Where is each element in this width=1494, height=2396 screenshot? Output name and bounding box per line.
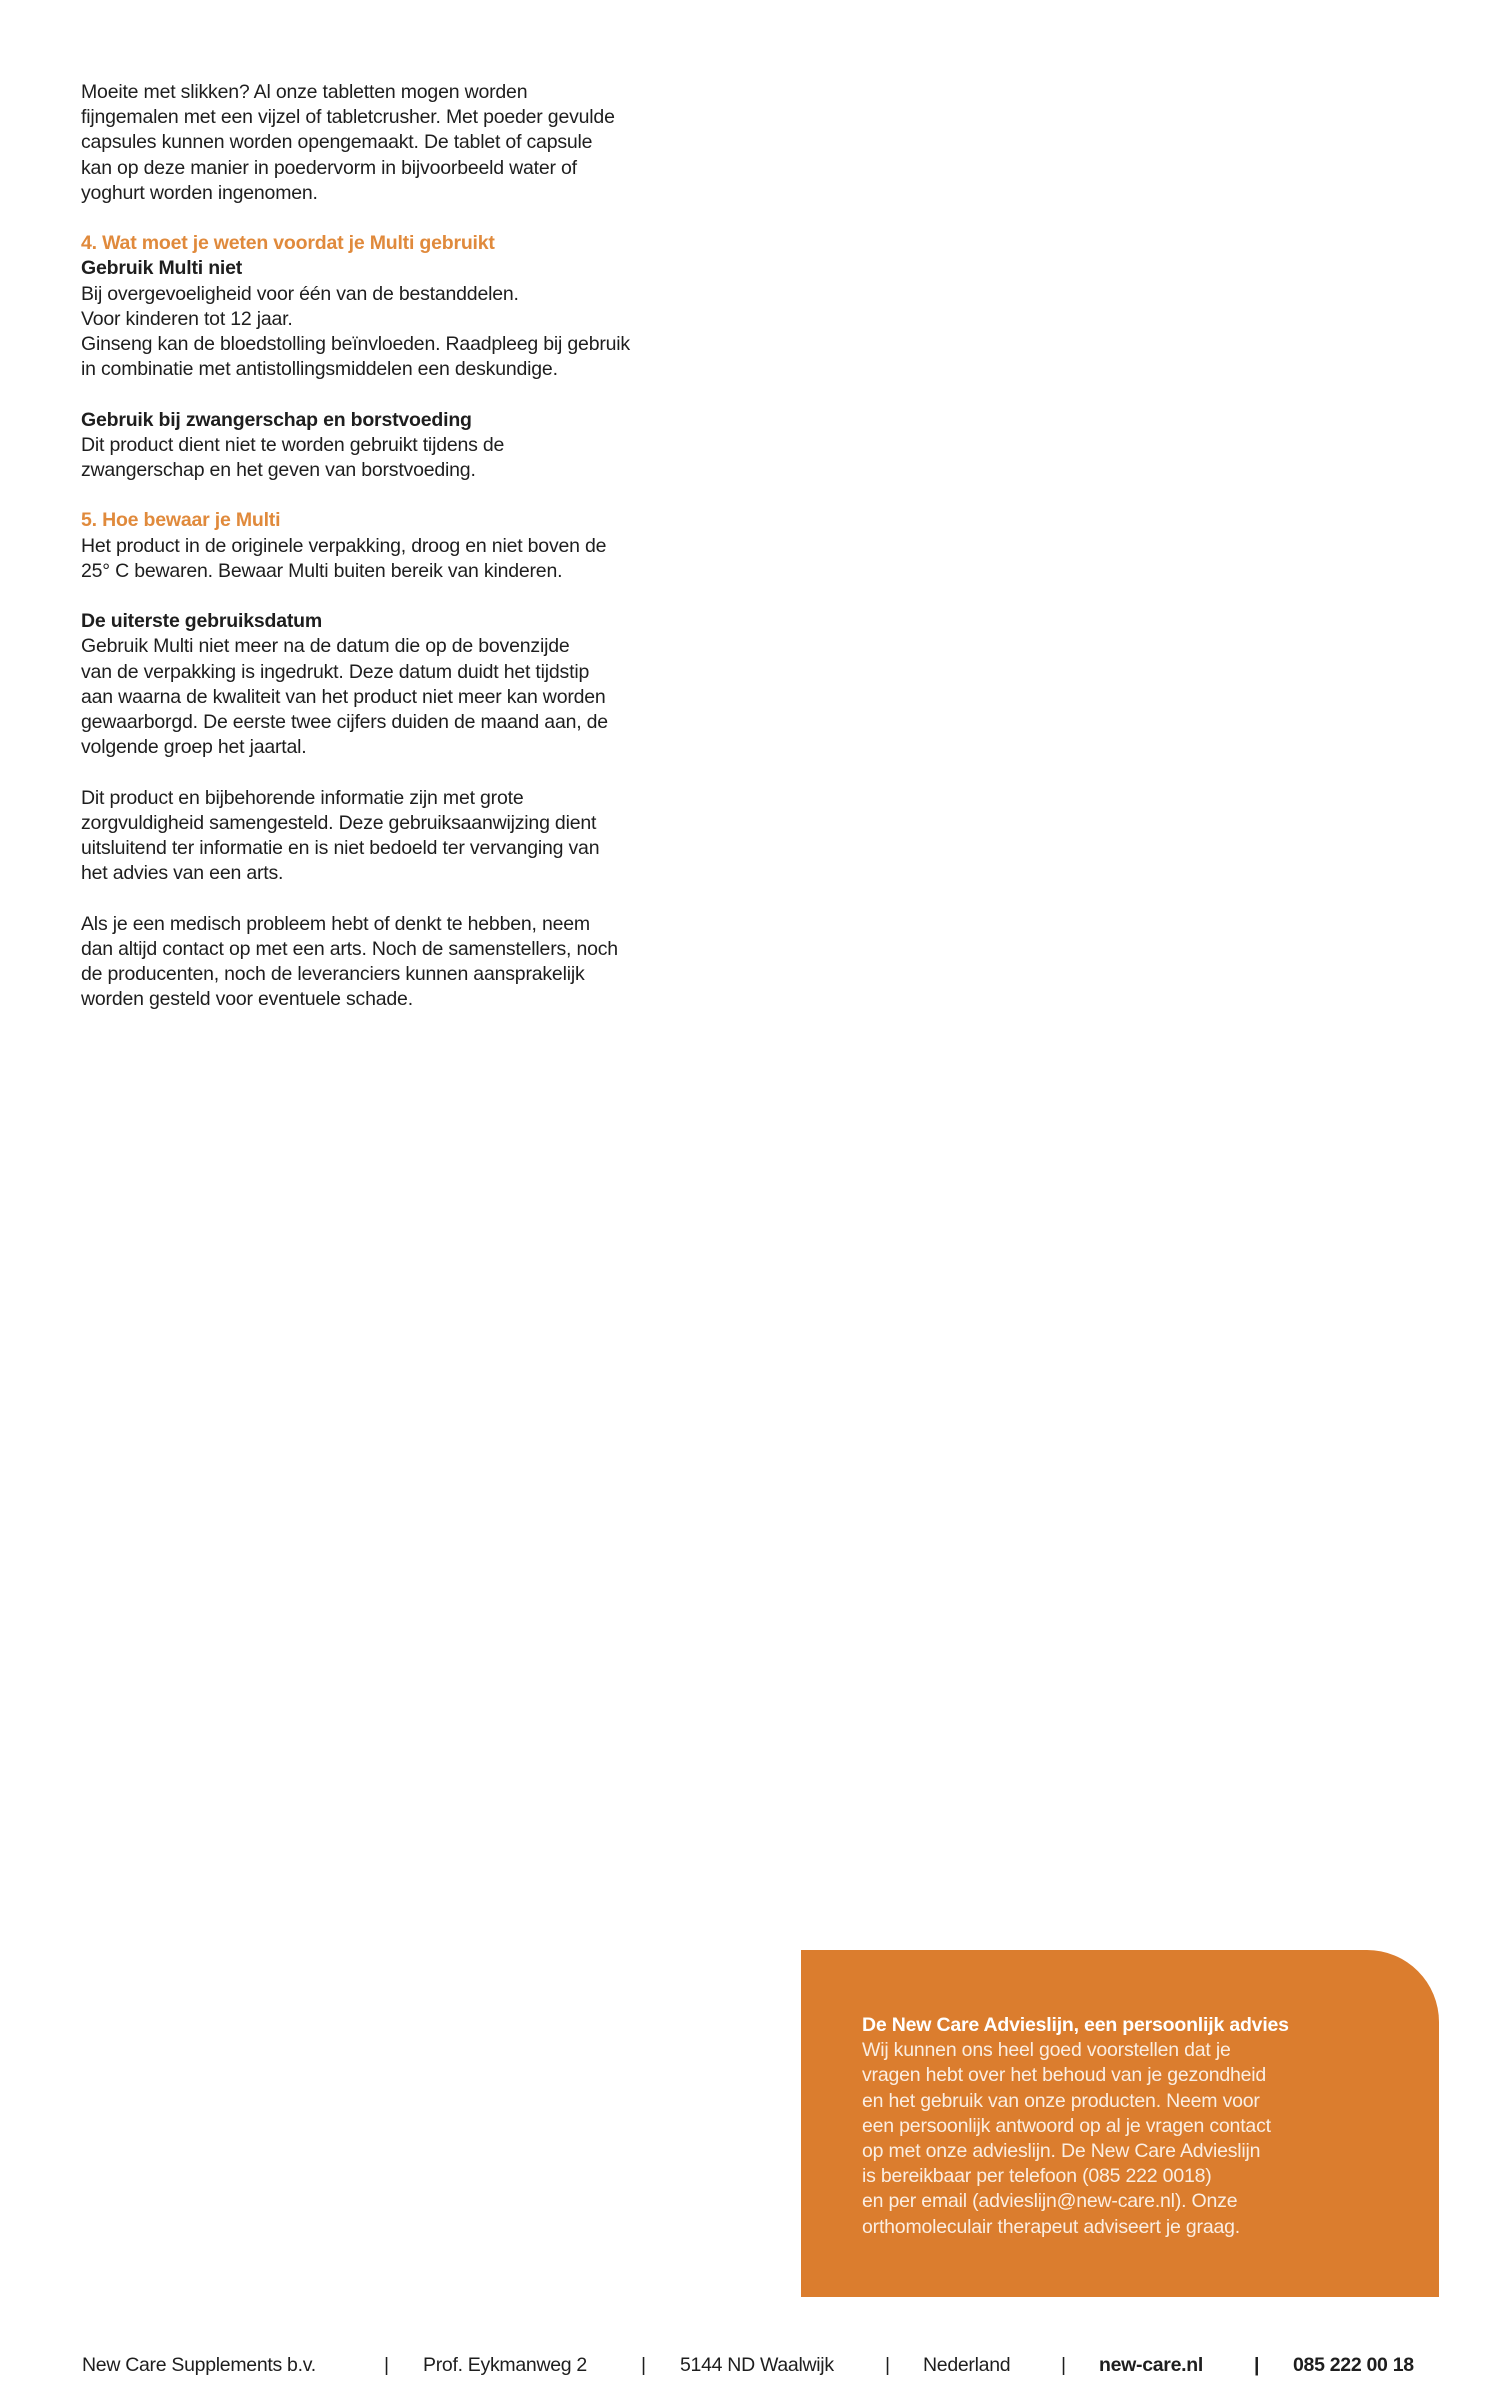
section-5 — [81, 508, 761, 584]
disclaimer-paragraph-1 — [81, 786, 761, 887]
text-line: 25° C bewaren. Bewaar Multi buiten bereik van kinderen. — [81, 559, 563, 582]
text-line: fijngemalen met een vijzel of tabletcrusher. Met poeder gevulde — [81, 106, 615, 129]
section-4 — [81, 231, 761, 382]
text-line: in combinatie met antistollingsmiddelen een deskundige. — [81, 358, 558, 381]
text-line: orthomoleculair therapeut adviseert je graag. — [862, 2215, 1240, 2238]
footer-separator: | — [641, 2354, 646, 2376]
text-line: van de verpakking is ingedrukt. Deze datum duidt het tijdstip — [81, 660, 590, 683]
text-line: yoghurt worden ingenomen. — [81, 181, 318, 204]
text-line: Gebruik Multi niet meer na de datum die op de bovenzijde — [81, 635, 570, 658]
text-line: volgende groep het jaartal. — [81, 736, 307, 759]
text-line: zorgvuldigheid samengesteld. Deze gebruiksaanwijzing dient — [81, 811, 597, 834]
footer-separator: | — [1254, 2354, 1260, 2376]
footer-separator: | — [384, 2354, 389, 2376]
text-line: Dit product en bijbehorende informatie zijn met grote — [81, 786, 524, 809]
footer — [0, 2354, 1494, 2382]
text-line: Dit product dient niet te worden gebruikt tijdens de — [81, 433, 505, 456]
text-line: Wij kunnen ons heel goed voorstellen dat je — [862, 2039, 1231, 2062]
section-4-subheading: Gebruik Multi niet — [81, 257, 243, 280]
text-line: en per email (advieslijn@new-care.nl). Onze — [862, 2190, 1238, 2213]
text-line: Voor kinderen tot 12 jaar. — [81, 307, 293, 330]
text-line: de producenten, noch de leveranciers kunnen aansprakelijk — [81, 963, 585, 986]
text-line: Moeite met slikken? Al onze tabletten mogen worden — [81, 81, 528, 103]
text-line: capsules kunnen worden opengemaakt. De tablet of capsule — [81, 131, 593, 154]
text-line: een persoonlijk antwoord op al je vragen contact — [862, 2114, 1271, 2137]
text-line: Ginseng kan de bloedstolling beïnvloeden. Raadpleeg bij gebruik — [81, 333, 630, 356]
text-line: dan altijd contact op met een arts. Noch de samenstellers, noch — [81, 937, 618, 960]
footer-separator: | — [1061, 2354, 1066, 2376]
footer-separator: | — [885, 2354, 890, 2376]
footer-company: New Care Supplements b.v. — [82, 2354, 316, 2376]
text-line: Als je een medisch probleem hebt of denkt te hebben, neem — [81, 912, 590, 935]
footer-country: Nederland — [923, 2354, 1011, 2376]
text-line: en het gebruik van onze producten. Neem voor — [862, 2089, 1260, 2112]
text-line: Bij overgevoeligheid voor één van de bestanddelen. — [81, 282, 519, 305]
advice-line-box — [801, 1950, 1439, 2297]
text-line: zwangerschap en het geven van borstvoeding. — [81, 459, 476, 482]
text-line: aan waarna de kwaliteit van het product niet meer kan worden — [81, 685, 606, 708]
disclaimer-paragraph-2 — [81, 912, 761, 1013]
footer-phone: 085 222 00 18 — [1293, 2354, 1414, 2376]
pregnancy-paragraph — [81, 408, 761, 484]
advice-line-heading: De New Care Advieslijn, een persoonlijk advies — [862, 2014, 1289, 2036]
expiry-heading: De uiterste gebruiksdatum — [81, 610, 322, 633]
text-line: is bereikbaar per telefoon (085 222 0018) — [862, 2165, 1212, 2188]
pregnancy-heading: Gebruik bij zwangerschap en borstvoeding — [81, 408, 472, 431]
footer-address: Prof. Eykmanweg 2 — [423, 2354, 587, 2376]
text-line: vragen hebt over het behoud van je gezondheid — [862, 2064, 1267, 2087]
section-5-heading: 5. Hoe bewaar je Multi — [81, 509, 281, 532]
advice-line-text — [862, 2013, 1289, 2240]
text-line: Het product in de originele verpakking, droog en niet boven de — [81, 534, 607, 557]
text-line: kan op deze manier in poedervorm in bijvoorbeeld water of — [81, 156, 577, 179]
text-line: gewaarborgd. De eerste twee cijfers duiden de maand aan, de — [81, 711, 608, 734]
text-line: worden gesteld voor eventuele schade. — [81, 988, 413, 1011]
section-4-heading: 4. Wat moet je weten voordat je Multi gebruikt — [81, 232, 495, 255]
leaflet-text-column — [81, 80, 761, 1038]
text-line: het advies van een arts. — [81, 862, 284, 885]
text-line: uitsluitend ter informatie en is niet bedoeld ter vervanging van — [81, 837, 600, 860]
footer-city: 5144 ND Waalwijk — [680, 2354, 834, 2376]
text-line: op met onze advieslijn. De New Care Advieslijn — [862, 2140, 1261, 2163]
expiry-paragraph — [81, 609, 761, 760]
footer-website-link[interactable]: new-care.nl — [1099, 2354, 1203, 2376]
intro-paragraph — [81, 80, 761, 206]
